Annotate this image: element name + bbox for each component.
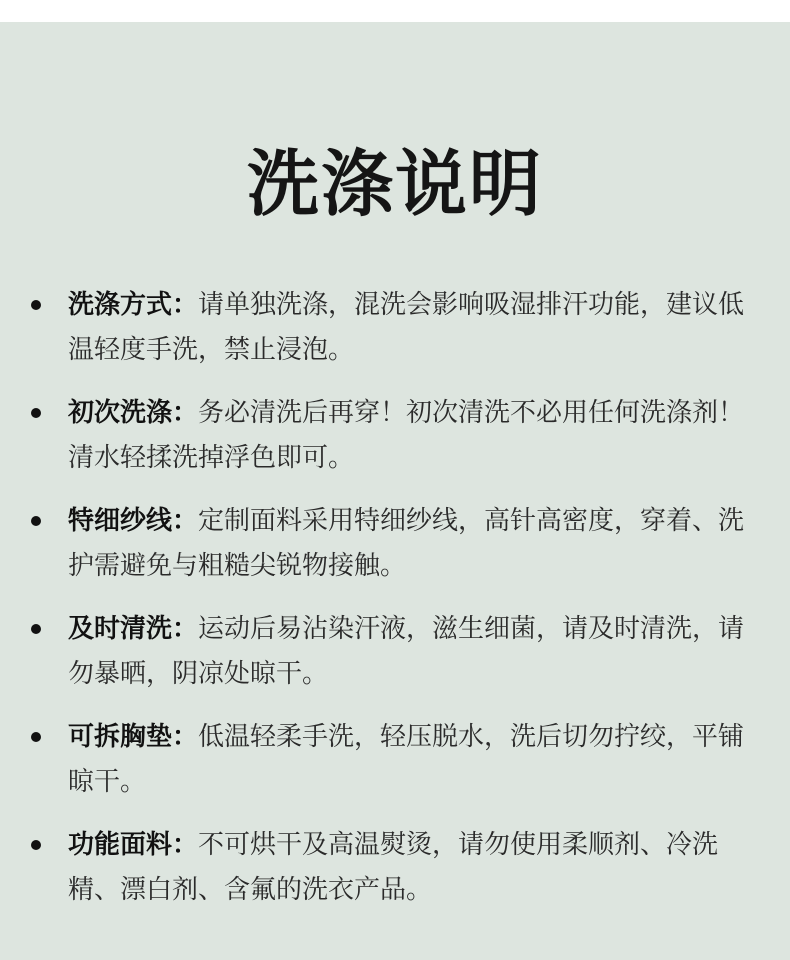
top-margin — [0, 0, 790, 22]
item-text: 运动后易沾染汗液，滋生细菌，请及时清洗，请勿暴晒，阴凉处晾干。 — [68, 614, 745, 689]
care-instruction-list — [0, 283, 790, 931]
item-text: 低温轻柔手洗，轻压脱水，洗后切勿拧绞，平铺晾干。 — [68, 722, 745, 797]
bullet-icon — [31, 732, 41, 742]
bullet-icon — [31, 624, 41, 634]
list-item-fine-yarn — [0, 499, 790, 589]
list-item-wash-method — [0, 283, 790, 373]
item-text: 务必清洗后再穿！初次清洗不必用任何洗涤剂！清水轻揉洗掉浮色即可。 — [68, 398, 745, 473]
item-label: 可拆胸垫： — [68, 722, 199, 752]
item-label: 洗涤方式： — [68, 290, 199, 320]
list-item-first-wash — [0, 391, 790, 481]
list-item-removable-pad — [0, 715, 790, 805]
item-text: 请单独洗涤，混洗会影响吸湿排汗功能，建议低温轻度手洗，禁止浸泡。 — [68, 290, 745, 365]
item-label: 初次洗涤： — [68, 398, 199, 428]
bullet-icon — [31, 516, 41, 526]
bullet-icon — [31, 408, 41, 418]
page-title: 洗涤说明 — [246, 142, 543, 226]
item-text: 定制面料采用特细纱线，高针高密度，穿着、洗护需避免与粗糙尖锐物接触。 — [68, 506, 745, 581]
list-item-timely-wash — [0, 607, 790, 697]
item-label: 功能面料： — [68, 830, 199, 860]
item-label: 及时清洗： — [68, 614, 199, 644]
item-label: 特细纱线： — [68, 506, 199, 536]
list-item-functional-fabric — [0, 823, 790, 913]
bullet-icon — [31, 840, 41, 850]
bullet-icon — [31, 300, 41, 310]
item-text: 不可烘干及高温熨烫，请勿使用柔顺剂、冷洗精、漂白剂、含氟的洗衣产品。 — [68, 830, 719, 905]
